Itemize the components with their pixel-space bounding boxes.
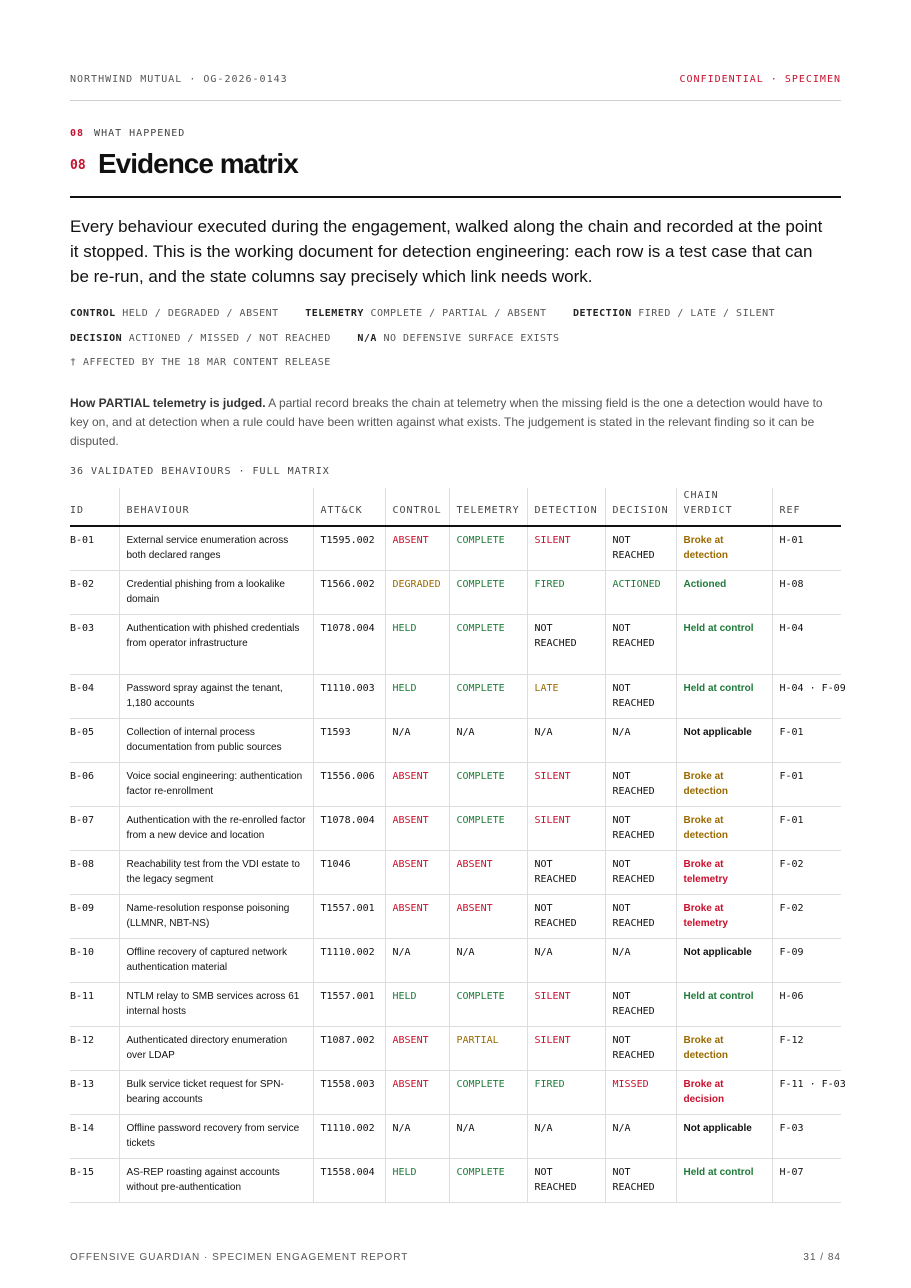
matrix-verdict-cell: Broke at telemetry [676,850,772,894]
matrix-ref-cell: F-12 [772,1026,841,1070]
matrix-detection-cell: SILENT [527,982,605,1026]
legend-detection-key: DETECTION [573,308,632,319]
note-text: A partial record breaks the chain at telemetry when the missing field is the one a detection would have to key on, and at detection when a rule could have been written against what exists. The judgement is stated in the relevant finding so it can be disputed. [70,396,823,448]
matrix-ref-cell: F-11 · F-03 [772,1070,841,1114]
matrix-ref-cell: F-09 [772,938,841,982]
matrix-id-cell: B-11 [70,982,119,1026]
matrix-id-cell: B-03 [70,614,119,674]
page-title: Evidence matrix [98,148,298,179]
table-row [70,762,841,806]
matrix-verdict-cell: Broke at detection [676,1026,772,1070]
section-kicker-label: WHAT HAPPENED [94,128,186,139]
table-row [70,806,841,850]
matrix-verdict-cell: Broke at detection [676,762,772,806]
matrix-id-cell: B-07 [70,806,119,850]
matrix-attack-cell: T1595.002 [313,526,385,570]
legend-detection-value: FIRED / LATE / SILENT [638,308,776,319]
matrix-detection-cell: N/A [527,938,605,982]
matrix-id-cell: B-13 [70,1070,119,1114]
matrix-verdict-cell: Not applicable [676,718,772,762]
col-header-behaviour: BEHAVIOUR [119,488,313,526]
header-classification: CONFIDENTIAL · SPECIMEN [679,74,841,85]
table-row [70,614,841,674]
matrix-behaviour-cell: Reachability test from the VDI estate to the legacy segment [119,850,313,894]
matrix-verdict-cell: Broke at telemetry [676,894,772,938]
matrix-decision-cell: NOT REACHED [605,614,676,674]
legend-dagger-note: † AFFECTED BY THE 18 MAR CONTENT RELEASE [70,357,331,368]
matrix-id-cell: B-04 [70,674,119,718]
matrix-detection-cell: NOT REACHED [527,850,605,894]
matrix-detection-cell: SILENT [527,526,605,570]
matrix-id-cell: B-06 [70,762,119,806]
section-title-block [70,146,841,198]
matrix-ref-cell: H-08 [772,570,841,614]
matrix-telemetry-cell: COMPLETE [449,1158,527,1202]
matrix-telemetry-cell: COMPLETE [449,614,527,674]
table-row [70,850,841,894]
matrix-attack-cell: T1078.004 [313,806,385,850]
matrix-attack-cell: T1593 [313,718,385,762]
col-header-telemetry: TELEMETRY [449,488,527,526]
matrix-telemetry-cell: COMPLETE [449,806,527,850]
table-row [70,982,841,1026]
matrix-ref-cell: F-01 [772,718,841,762]
col-header-decision: DECISION [605,488,676,526]
matrix-detection-cell: LATE [527,674,605,718]
section-title-number: 08 [70,158,86,173]
matrix-control-cell: ABSENT [385,526,449,570]
matrix-telemetry-cell: N/A [449,1114,527,1158]
matrix-telemetry-cell: COMPLETE [449,1070,527,1114]
matrix-verdict-cell: Held at control [676,674,772,718]
matrix-ref-cell: H-07 [772,1158,841,1202]
matrix-telemetry-cell: ABSENT [449,850,527,894]
partial-telemetry-note [70,394,830,451]
matrix-decision-cell: N/A [605,938,676,982]
legend-telemetry-value: COMPLETE / PARTIAL / ABSENT [370,308,547,319]
matrix-control-cell: HELD [385,614,449,674]
lead-paragraph: Every behaviour executed during the engagement, walked along the chain and recorded at the point it stopped. This is the working document for detection engineering: each row is a test case that can be re-run, and the state columns say precisely which link needs work. [70,217,823,286]
matrix-decision-cell: NOT REACHED [605,894,676,938]
legend-line-1 [70,308,795,319]
table-row [70,1026,841,1070]
matrix-telemetry-cell: N/A [449,718,527,762]
matrix-id-cell: B-05 [70,718,119,762]
matrix-detection-cell: FIRED [527,1070,605,1114]
section-kicker [70,128,185,139]
col-header-control: CONTROL [385,488,449,526]
col-header-chain-verdict: CHAIN VERDICT [676,488,772,526]
matrix-control-cell: N/A [385,718,449,762]
matrix-attack-cell: T1110.003 [313,674,385,718]
legend-na-key: N/A [357,333,377,344]
matrix-control-cell: N/A [385,938,449,982]
matrix-attack-cell: T1078.004 [313,614,385,674]
matrix-attack-cell: T1566.002 [313,570,385,614]
matrix-behaviour-cell: AS-REP roasting against accounts without pre-authentication [119,1158,313,1202]
matrix-control-cell: DEGRADED [385,570,449,614]
matrix-id-cell: B-15 [70,1158,119,1202]
matrix-decision-cell: NOT REACHED [605,674,676,718]
matrix-caption: 36 VALIDATED BEHAVIOURS · FULL MATRIX [70,466,330,477]
matrix-control-cell: HELD [385,982,449,1026]
matrix-telemetry-cell: ABSENT [449,894,527,938]
matrix-control-cell: ABSENT [385,806,449,850]
legend-control-value: HELD / DEGRADED / ABSENT [122,308,279,319]
matrix-ref-cell: F-03 [772,1114,841,1158]
table-row [70,570,841,614]
col-header-attack: ATT&CK [313,488,385,526]
matrix-verdict-cell: Not applicable [676,938,772,982]
matrix-behaviour-cell: Password spray against the tenant, 1,180 accounts [119,674,313,718]
matrix-attack-cell: T1557.001 [313,982,385,1026]
matrix-ref-cell: H-06 [772,982,841,1026]
matrix-detection-cell: NOT REACHED [527,614,605,674]
matrix-detection-cell: SILENT [527,1026,605,1070]
page-number: 31 / 84 [803,1252,841,1263]
matrix-control-cell: HELD [385,1158,449,1202]
matrix-telemetry-cell: COMPLETE [449,674,527,718]
matrix-control-cell: HELD [385,674,449,718]
evidence-matrix-table [70,488,846,1203]
matrix-decision-cell: N/A [605,718,676,762]
matrix-detection-cell: N/A [527,1114,605,1158]
matrix-header-row [70,488,841,526]
col-header-id: ID [70,488,119,526]
legend-na-value: NO DEFENSIVE SURFACE EXISTS [383,333,560,344]
matrix-decision-cell: NOT REACHED [605,982,676,1026]
table-row [70,1070,841,1114]
matrix-telemetry-cell: COMPLETE [449,982,527,1026]
matrix-id-cell: B-10 [70,938,119,982]
matrix-verdict-cell: Broke at decision [676,1070,772,1114]
table-row [70,526,841,570]
matrix-behaviour-cell: Voice social engineering: authentication factor re-enrollment [119,762,313,806]
matrix-decision-cell: NOT REACHED [605,806,676,850]
col-header-ref: REF [772,488,841,526]
matrix-behaviour-cell: Authenticated directory enumeration over LDAP [119,1026,313,1070]
legend-decision-value: ACTIONED / MISSED / NOT REACHED [128,333,331,344]
table-row [70,1158,841,1202]
matrix-decision-cell: NOT REACHED [605,1026,676,1070]
matrix-decision-cell: NOT REACHED [605,762,676,806]
matrix-ref-cell: H-01 [772,526,841,570]
matrix-telemetry-cell: COMPLETE [449,526,527,570]
note-lead: How PARTIAL telemetry is judged. [70,396,266,410]
legend-line-2 [70,333,580,344]
footer-report-name: OFFENSIVE GUARDIAN · SPECIMEN ENGAGEMENT REPORT [70,1252,409,1263]
matrix-attack-cell: T1558.003 [313,1070,385,1114]
matrix-behaviour-cell: Credential phishing from a lookalike domain [119,570,313,614]
matrix-behaviour-cell: External service enumeration across both declared ranges [119,526,313,570]
matrix-telemetry-cell: COMPLETE [449,762,527,806]
matrix-behaviour-cell: Offline password recovery from service tickets [119,1114,313,1158]
matrix-behaviour-cell: Authentication with phished credentials from operator infrastructure [119,614,313,674]
matrix-attack-cell: T1556.006 [313,762,385,806]
matrix-id-cell: B-01 [70,526,119,570]
matrix-id-cell: B-12 [70,1026,119,1070]
matrix-control-cell: ABSENT [385,762,449,806]
matrix-telemetry-cell: COMPLETE [449,570,527,614]
running-footer [70,1252,841,1263]
matrix-telemetry-cell: PARTIAL [449,1026,527,1070]
matrix-ref-cell: F-01 [772,806,841,850]
table-row [70,718,841,762]
matrix-detection-cell: NOT REACHED [527,894,605,938]
legend-decision-key: DECISION [70,333,123,344]
matrix-control-cell: ABSENT [385,850,449,894]
matrix-ref-cell: F-02 [772,894,841,938]
matrix-control-cell: N/A [385,1114,449,1158]
section-kicker-number: 08 [70,128,85,139]
matrix-body [70,526,846,1202]
matrix-ref-cell: H-04 [772,614,841,674]
matrix-attack-cell: T1110.002 [313,938,385,982]
matrix-control-cell: ABSENT [385,1026,449,1070]
table-row [70,894,841,938]
matrix-decision-cell: NOT REACHED [605,850,676,894]
matrix-verdict-cell: Held at control [676,982,772,1026]
matrix-verdict-cell: Actioned [676,570,772,614]
matrix-decision-cell: ACTIONED [605,570,676,614]
matrix-ref-cell: H-04 · F-09 [772,674,841,718]
matrix-detection-cell: SILENT [527,762,605,806]
matrix-detection-cell: NOT REACHED [527,1158,605,1202]
matrix-telemetry-cell: N/A [449,938,527,982]
running-header [70,74,841,101]
matrix-behaviour-cell: Offline recovery of captured network authentication material [119,938,313,982]
matrix-verdict-cell: Broke at detection [676,806,772,850]
matrix-behaviour-cell: Collection of internal process documentation from public sources [119,718,313,762]
matrix-behaviour-cell: NTLM relay to SMB services across 61 internal hosts [119,982,313,1026]
table-row [70,674,841,718]
matrix-detection-cell: FIRED [527,570,605,614]
matrix-detection-cell: SILENT [527,806,605,850]
matrix-verdict-cell: Held at control [676,1158,772,1202]
matrix-id-cell: B-02 [70,570,119,614]
matrix-id-cell: B-14 [70,1114,119,1158]
matrix-id-cell: B-09 [70,894,119,938]
matrix-ref-cell: F-02 [772,850,841,894]
matrix-control-cell: ABSENT [385,894,449,938]
col-header-detection: DETECTION [527,488,605,526]
matrix-behaviour-cell: Name-resolution response poisoning (LLMNR, NBT-NS) [119,894,313,938]
matrix-decision-cell: NOT REACHED [605,1158,676,1202]
matrix-attack-cell: T1557.001 [313,894,385,938]
legend-telemetry-key: TELEMETRY [305,308,364,319]
matrix-id-cell: B-08 [70,850,119,894]
matrix-attack-cell: T1110.002 [313,1114,385,1158]
matrix-verdict-cell: Broke at detection [676,526,772,570]
table-row [70,1114,841,1158]
matrix-detection-cell: N/A [527,718,605,762]
header-client: NORTHWIND MUTUAL · OG-2026-0143 [70,74,288,85]
matrix-decision-cell: MISSED [605,1070,676,1114]
matrix-verdict-cell: Not applicable [676,1114,772,1158]
matrix-verdict-cell: Held at control [676,614,772,674]
matrix-decision-cell: N/A [605,1114,676,1158]
matrix-behaviour-cell: Bulk service ticket request for SPN-bearing accounts [119,1070,313,1114]
matrix-attack-cell: T1558.004 [313,1158,385,1202]
matrix-decision-cell: NOT REACHED [605,526,676,570]
matrix-attack-cell: T1087.002 [313,1026,385,1070]
matrix-attack-cell: T1046 [313,850,385,894]
matrix-behaviour-cell: Authentication with the re-enrolled factor from a new device and location [119,806,313,850]
legend-control-key: CONTROL [70,308,116,319]
table-row [70,938,841,982]
matrix-ref-cell: F-01 [772,762,841,806]
matrix-control-cell: ABSENT [385,1070,449,1114]
